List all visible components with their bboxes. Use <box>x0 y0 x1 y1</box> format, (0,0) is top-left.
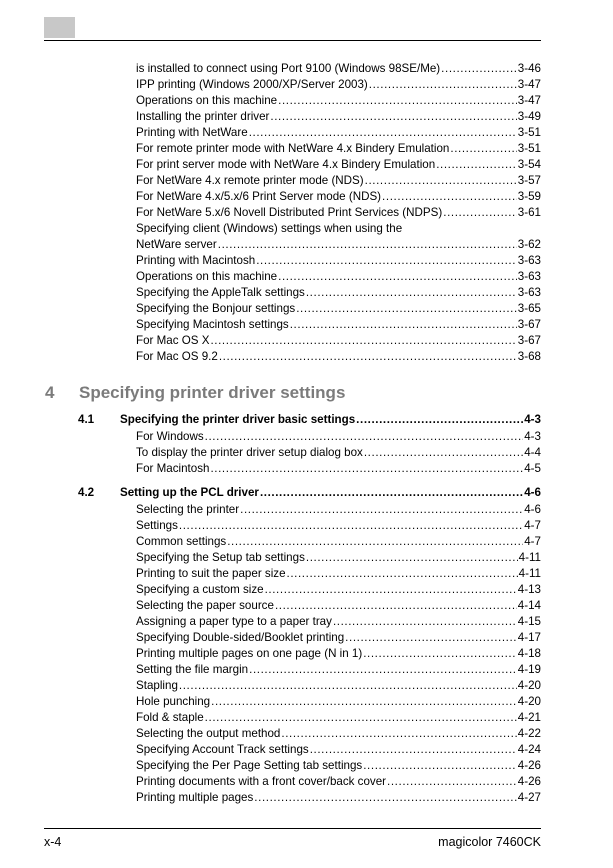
toc-entry[interactable]: For Macintosh ..... 4-5 <box>136 461 541 477</box>
toc-entry[interactable]: Printing with Macintosh ..... 3-63 <box>136 253 541 269</box>
page-number: x-4 <box>44 835 62 849</box>
toc-entry[interactable]: Printing multiple pages ..... 4-27 <box>136 790 541 806</box>
toc-entry[interactable]: Printing multiple pages on one page (N in 1) ..... 4-18 <box>136 646 541 662</box>
chapter-number: 4 <box>45 383 55 402</box>
toc-entry[interactable]: To display the printer driver setup dialog box ..... 4-4 <box>136 445 541 461</box>
section-heading-4-2[interactable]: 4.2 Setting up the PCL driver ..... 4-6 <box>78 485 541 501</box>
toc-entry[interactable]: Printing documents with a front cover/back cover ..... 4-26 <box>136 774 541 790</box>
product-name: magicolor 7460CK <box>438 835 541 849</box>
toc-entry[interactable]: Setting the file margin ..... 4-19 <box>136 662 541 678</box>
toc-entry[interactable]: Installing the printer driver ..... 3-49 <box>136 109 541 125</box>
toc-entry[interactable]: Selecting the output method ..... 4-22 <box>136 726 541 742</box>
toc-entry[interactable]: Fold & staple ..... 4-21 <box>136 710 541 726</box>
toc-entry[interactable]: Specifying Macintosh settings ..... 3-67 <box>136 317 541 333</box>
toc-entry[interactable]: Printing to suit the paper size ..... 4-11 <box>136 566 541 582</box>
chapter-heading <box>45 383 345 403</box>
toc-entry[interactable]: NetWare server ..... 3-62 <box>136 237 541 253</box>
toc-entry[interactable]: For NetWare 5.x/6 Novell Distributed Print Services (NDPS) ..... 3-61 <box>136 205 541 221</box>
toc-entry[interactable]: Specifying the Bonjour settings ..... 3-65 <box>136 301 541 317</box>
toc-entry[interactable]: Stapling ..... 4-20 <box>136 678 541 694</box>
toc-entry[interactable]: Selecting the paper source ..... 4-14 <box>136 598 541 614</box>
toc-entry[interactable]: Operations on this machine ..... 3-47 <box>136 93 541 109</box>
toc-entry[interactable]: is installed to connect using Port 9100 (Windows 98SE/Me) ..... 3-46 <box>136 61 541 77</box>
toc-entry[interactable]: Specifying Double-sided/Booklet printing ..... 4-17 <box>136 630 541 646</box>
toc-entry[interactable]: Specifying a custom size ..... 4-13 <box>136 582 541 598</box>
toc-entry[interactable]: For remote printer mode with NetWare 4.x Bindery Emulation ..... 3-51 <box>136 141 541 157</box>
toc-entry[interactable]: Specifying the AppleTalk settings ..... 3-63 <box>136 285 541 301</box>
toc-entry[interactable]: Printing with NetWare ..... 3-51 <box>136 125 541 141</box>
header-tab <box>44 17 75 38</box>
toc-entry[interactable]: Specifying the Setup tab settings ..... 4-11 <box>136 550 541 566</box>
header-rule <box>44 40 541 41</box>
toc-entry[interactable]: Specifying Account Track settings ..... 4-24 <box>136 742 541 758</box>
toc-entry[interactable]: For Mac OS X ..... 3-67 <box>136 333 541 349</box>
toc-entry[interactable]: For NetWare 4.x remote printer mode (NDS) ..... 3-57 <box>136 173 541 189</box>
toc-entry[interactable]: Selecting the printer ..... 4-6 <box>136 502 541 518</box>
toc-entry[interactable]: For print server mode with NetWare 4.x Bindery Emulation ..... 3-54 <box>136 157 541 173</box>
toc-entry[interactable]: Settings ..... 4-7 <box>136 518 541 534</box>
toc-entry[interactable]: Hole punching ..... 4-20 <box>136 694 541 710</box>
toc-entry[interactable]: Common settings ..... 4-7 <box>136 534 541 550</box>
chapter-title: Specifying printer driver settings <box>79 383 346 402</box>
toc-entry[interactable]: For Mac OS 9.2 ..... 3-68 <box>136 349 541 365</box>
section-heading-4-1[interactable]: 4.1 Specifying the printer driver basic settings ..... 4-3 <box>78 412 541 428</box>
toc-entry[interactable]: Specifying the Per Page Setting tab settings ..... 4-26 <box>136 758 541 774</box>
toc-entry[interactable]: IPP printing (Windows 2000/XP/Server 2003) ..... 3-47 <box>136 77 541 93</box>
toc-entry[interactable]: Assigning a paper type to a paper tray ..... 4-15 <box>136 614 541 630</box>
toc-entry[interactable]: For NetWare 4.x/5.x/6 Print Server mode (NDS) ..... 3-59 <box>136 189 541 205</box>
toc-entry[interactable]: For Windows ..... 4-3 <box>136 429 541 445</box>
toc-entry[interactable]: Operations on this machine ..... 3-63 <box>136 269 541 285</box>
footer-rule <box>44 828 541 829</box>
toc-entry-continued[interactable]: Specifying client (Windows) settings when using the <box>136 222 403 235</box>
